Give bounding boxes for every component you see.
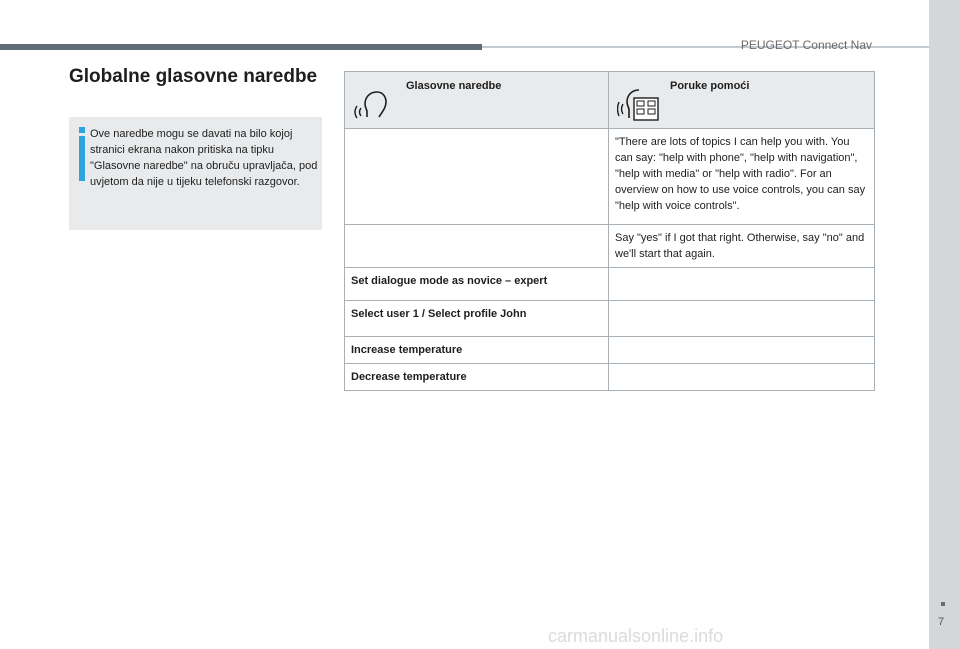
info-icon [79, 127, 85, 181]
table-row [345, 129, 875, 225]
table-cell-command: Decrease temperature [345, 364, 609, 391]
voice-help-icon [617, 84, 659, 127]
voice-command-icon [353, 84, 393, 127]
table-row [345, 268, 875, 301]
voice-commands-table [344, 71, 875, 391]
table-cell-help: "There are lots of topics I can help you with. You can say: "help with phone", "help with navigation", "help with media" or "help with radio". For an overview on how to use voice controls, you can say "help with voice controls". [609, 129, 875, 225]
column-header-commands [345, 72, 609, 129]
table-cell-help: Say "yes" if I got that right. Otherwise, say "no" and we'll start that again. [609, 225, 875, 268]
watermark: carmanualsonline.info [548, 626, 724, 646]
info-note-text: Ove naredbe mogu se davati na bilo kojoj stranici ekrana nakon pritiska na tipku "Glasovne naredbe" na obruču upravljača, pod uvjetom da nije u tijeku telefonski razgovor. [90, 128, 318, 188]
table-cell-command [345, 225, 609, 268]
table-row [345, 337, 875, 364]
info-note-box [69, 117, 322, 230]
column-header-commands-label: Glasovne naredbe [406, 80, 502, 92]
table-cell-command: Increase temperature [345, 337, 609, 364]
table-row [345, 364, 875, 391]
table-cell-command: Select user 1 / Select profile John [345, 301, 609, 337]
table-cell-command: Set dialogue mode as novice – expert [345, 268, 609, 301]
header-rule-dark [0, 44, 482, 50]
table-cell-help [609, 301, 875, 337]
column-header-help [609, 72, 875, 129]
table-cell-command [345, 129, 609, 225]
table-header-row [345, 72, 875, 129]
side-strip [929, 0, 960, 649]
page-number: 7 [938, 616, 945, 628]
table-cell-help [609, 337, 875, 364]
header-brand: PEUGEOT Connect Nav [740, 38, 872, 52]
table-cell-help [609, 364, 875, 391]
section-title: Globalne glasovne naredbe [69, 66, 318, 87]
table-row [345, 225, 875, 268]
column-header-help-label: Poruke pomoći [670, 80, 750, 92]
page-marker [941, 602, 945, 606]
table-cell-help [609, 268, 875, 301]
table-row [345, 301, 875, 337]
